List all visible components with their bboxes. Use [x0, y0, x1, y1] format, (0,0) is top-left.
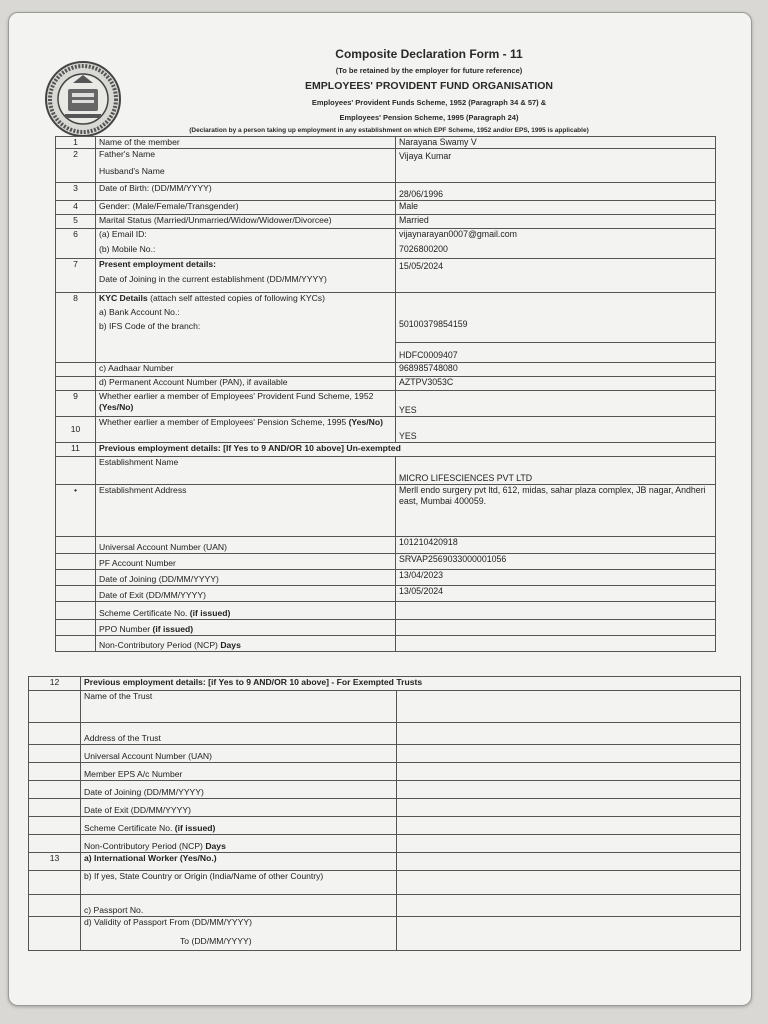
table-row — [56, 417, 716, 443]
table-row — [29, 677, 741, 691]
eps-member-label: Whether earlier a member of Employees' Pension Scheme, 1995 (Yes/No) — [96, 417, 396, 443]
passport-label: c) Passport No. — [81, 895, 397, 917]
table-row — [56, 149, 716, 183]
validity-to-label: To (DD/MM/YYYY) — [180, 936, 252, 946]
email-value[interactable]: vijaynarayan0007@gmail.com — [399, 229, 517, 239]
country-label: b) If yes, State Country or Origin (India/Name of other Country) — [81, 871, 397, 895]
row-number: 12 — [29, 677, 81, 691]
form-note: (To be retained by the employer for future reference) — [335, 66, 523, 75]
member-name-label: Name of the member — [96, 137, 396, 149]
table-row — [56, 391, 716, 417]
table-row — [56, 636, 716, 652]
trust-doj-value[interactable] — [397, 781, 741, 799]
passport-validity-label — [81, 917, 397, 951]
epf-member-label: Whether earlier a member of Employees' Provident Fund Scheme, 1952 (Yes/No) — [96, 391, 396, 417]
epf-member-value[interactable]: YES — [396, 391, 716, 417]
ifsc-value[interactable]: HDFC0009407 — [396, 342, 715, 361]
table-row — [56, 137, 716, 149]
prev-doj-value[interactable]: 13/04/2023 — [396, 570, 716, 586]
pf-account-value[interactable]: SRVAP2569033000001056 — [396, 554, 716, 570]
passport-validity-value[interactable] — [397, 917, 741, 951]
passport-value[interactable] — [397, 895, 741, 917]
table-row — [56, 229, 716, 259]
est-name-value[interactable]: MICRO LIFESCIENCES PVT LTD — [396, 457, 716, 485]
trust-ncp-label: Non-Contributory Period (NCP) Days — [81, 835, 397, 853]
bank-account-value[interactable]: 50100379854159 — [399, 319, 468, 329]
dob-label: Date of Birth: (DD/MM/YYYY) — [96, 183, 396, 201]
father-name-label: Father's Name — [99, 149, 156, 159]
table-row — [29, 917, 741, 951]
table-row — [29, 781, 741, 799]
table-row — [29, 745, 741, 763]
trust-doe-label: Date of Exit (DD/MM/YYYY) — [81, 799, 397, 817]
husband-name-label: Husband's Name — [99, 166, 165, 176]
prev-doe-label: Date of Exit (DD/MM/YYYY) — [96, 586, 396, 602]
father-husband-label — [96, 149, 396, 183]
bank-account-label: a) Bank Account No.: — [99, 307, 180, 317]
epfo-emblem-icon — [43, 59, 123, 139]
table-row — [56, 293, 716, 363]
row-number: 7 — [56, 259, 96, 293]
table-row — [56, 363, 716, 377]
trust-scheme-label: Scheme Certificate No. (if issued) — [81, 817, 397, 835]
present-employment-title: Present employment details: — [99, 259, 217, 269]
country-value[interactable] — [397, 871, 741, 895]
bullet: • — [56, 485, 96, 537]
table-row — [56, 215, 716, 229]
row-number: 11 — [56, 443, 96, 457]
ppo-label: PPO Number (if issued) — [96, 620, 396, 636]
trust-name-value[interactable] — [397, 691, 741, 723]
ncp-label: Non-Contributory Period (NCP) Days — [96, 636, 396, 652]
ppo-value[interactable] — [396, 620, 716, 636]
gender-label: Gender: (Male/Female/Transgender) — [96, 201, 396, 215]
intl-worker-value[interactable] — [397, 853, 741, 871]
org-name: EMPLOYEES' PROVIDENT FUND ORGANISATION — [305, 80, 553, 92]
trust-doe-value[interactable] — [397, 799, 741, 817]
table-row — [56, 201, 716, 215]
table-row — [56, 620, 716, 636]
trust-address-value[interactable] — [397, 723, 741, 745]
table-row — [56, 537, 716, 554]
present-employment-label — [96, 259, 396, 293]
table-row — [56, 377, 716, 391]
scheme-line-2: Employees' Pension Scheme, 1995 (Paragraph 24) — [339, 113, 519, 122]
ifsc-label: b) IFS Code of the branch: — [99, 321, 201, 331]
prev-employment-title: Previous employment details: [If Yes to 9 AND/OR 10 above] Un-exempted — [96, 443, 716, 457]
contact-value — [396, 229, 716, 259]
prev-doj-label: Date of Joining (DD/MM/YYYY) — [96, 570, 396, 586]
pf-account-label: PF Account Number — [96, 554, 396, 570]
table-row — [29, 817, 741, 835]
member-eps-value[interactable] — [397, 763, 741, 781]
gender-value[interactable]: Male — [396, 201, 716, 215]
marital-status-value[interactable]: Married — [396, 215, 716, 229]
pan-value[interactable]: AZTPV3053C — [396, 377, 716, 391]
row-number: 13 — [29, 853, 81, 871]
intl-worker-label: a) International Worker (Yes/No.) — [81, 853, 397, 871]
trust-doj-label: Date of Joining (DD/MM/YYYY) — [81, 781, 397, 799]
aadhaar-value[interactable]: 968985748080 — [396, 363, 716, 377]
trust-name-label: Name of the Trust — [81, 691, 397, 723]
table-row — [56, 602, 716, 620]
pan-label: d) Permanent Account Number (PAN), if available — [96, 377, 396, 391]
scheme-cert-value[interactable] — [396, 602, 716, 620]
row-number: 3 — [56, 183, 96, 201]
doj-current-value[interactable]: 15/05/2024 — [396, 259, 716, 293]
table-row — [29, 835, 741, 853]
prev-doe-value[interactable]: 13/05/2024 — [396, 586, 716, 602]
form-title: Composite Declaration Form - 11 — [335, 47, 523, 61]
table-row — [56, 443, 716, 457]
table-row — [29, 763, 741, 781]
row-number: 2 — [56, 149, 96, 183]
table-row — [56, 554, 716, 570]
exempted-title: Previous employment details: [if Yes to 9 AND/OR 10 above] - For Exempted Trusts — [81, 677, 741, 691]
declaration-note: (Declaration by a person taking up employment in any establishment on which EPF Scheme, 1952 and/or EPS, 1995 is applicable) — [189, 127, 589, 134]
kyc-title: KYC Details — [99, 293, 148, 303]
member-details-table — [55, 136, 716, 652]
table-row — [29, 691, 741, 723]
trust-uan-value[interactable] — [397, 745, 741, 763]
table-row — [56, 485, 716, 537]
uan-value[interactable]: 101210420918 — [396, 537, 716, 554]
est-address-value[interactable]: Merll endo surgery pvt ltd, 612, midas, sahar plaza complex, JB nagar, Andheri east, Mumbai 400059. — [396, 485, 716, 537]
table-row — [29, 895, 741, 917]
trust-uan-label: Universal Account Number (UAN) — [81, 745, 397, 763]
mobile-value[interactable]: 7026800200 — [399, 244, 448, 254]
marital-status-label: Marital Status (Married/Unmarried/Widow/Widower/Divorcee) — [96, 215, 396, 229]
exempted-trust-table — [28, 676, 741, 951]
row-number: 9 — [56, 391, 96, 417]
table-row — [56, 586, 716, 602]
aadhaar-label: c) Aadhaar Number — [96, 363, 396, 377]
trust-scheme-value[interactable] — [397, 817, 741, 835]
row-number: 8 — [56, 293, 96, 363]
father-name-value[interactable]: Vijaya Kumar — [396, 149, 716, 183]
contact-label — [96, 229, 396, 259]
est-address-label: Establishment Address — [96, 485, 396, 537]
table-row — [29, 853, 741, 871]
table-row — [56, 457, 716, 485]
row-number: 6 — [56, 229, 96, 259]
member-name-value[interactable]: Narayana Swamy V — [396, 137, 716, 149]
uan-label: Universal Account Number (UAN) — [96, 537, 396, 554]
row-number: 1 — [56, 137, 96, 149]
email-label: (a) Email ID: — [99, 229, 147, 239]
dob-value[interactable]: 28/06/1996 — [396, 183, 716, 201]
mobile-label: (b) Mobile No.: — [99, 244, 156, 254]
row-number: 10 — [56, 417, 96, 443]
table-row — [56, 183, 716, 201]
validity-from-label: d) Validity of Passport From (DD/MM/YYYY) — [84, 917, 252, 927]
kyc-value — [396, 293, 716, 363]
scheme-cert-label: Scheme Certificate No. (if issued) — [96, 602, 396, 620]
table-row — [29, 871, 741, 895]
table-row — [29, 723, 741, 745]
trust-address-label: Address of the Trust — [81, 723, 397, 745]
ncp-value[interactable] — [396, 636, 716, 652]
member-eps-label: Member EPS A/c Number — [81, 763, 397, 781]
row-number: 5 — [56, 215, 96, 229]
scheme-line-1: Employees' Provident Funds Scheme, 1952 (Paragraph 34 & 57) & — [311, 98, 547, 107]
row-number: 4 — [56, 201, 96, 215]
doj-current-label: Date of Joining in the current establishment (DD/MM/YYYY) — [99, 274, 327, 284]
kyc-note: (attach self attested copies of following KYCs) — [150, 293, 325, 303]
kyc-label — [96, 293, 396, 363]
table-row — [29, 799, 741, 817]
table-row — [56, 570, 716, 586]
est-name-label: Establishment Name — [96, 457, 396, 485]
table-row — [56, 259, 716, 293]
eps-member-value[interactable]: YES — [396, 417, 716, 443]
trust-ncp-value[interactable] — [397, 835, 741, 853]
